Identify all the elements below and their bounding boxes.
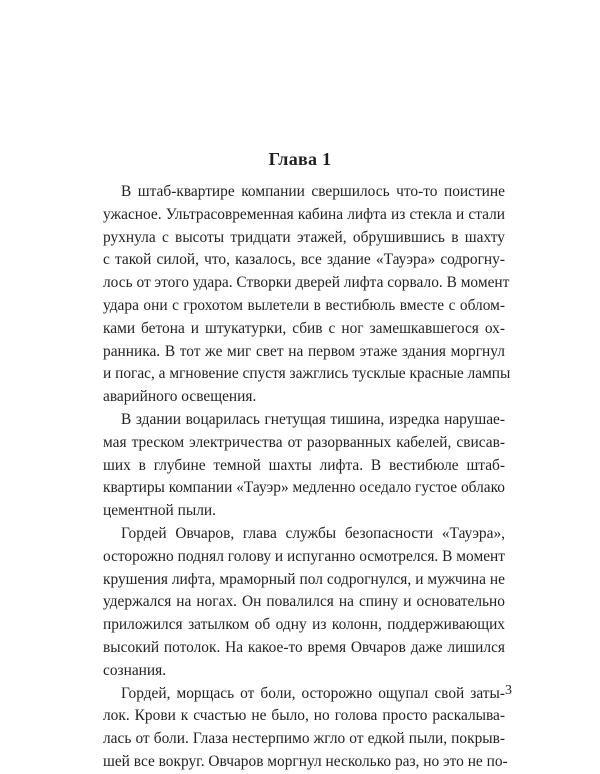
text-line: ших в глубине темной шахты лифта. В вестибюле штаб- [103,456,505,474]
text-line: сознания. [103,661,167,679]
text-line: лок. Крови к счастью не было, но голова просто раскалыва- [103,707,505,725]
text-line: Гордей, морщась от боли, осторожно ощупал свой заты- [121,684,505,702]
chapter-title: Глава 1 [268,149,332,169]
text-line: лось от этого удара. Створки дверей лифта сорвало. В момент [103,274,510,292]
text-line: ранника. В тот же миг свет на первом этаже здания моргнул [103,342,505,360]
text-line: осторожно поднял голову и испуганно осмотрелся. В момент [103,547,505,565]
page-number: 3 [505,683,512,698]
text-line: шей все вокруг. Овчаров моргнул несколько раз, но это не по- [103,752,508,770]
text-line: цементной пыли. [103,502,216,520]
text-line: и погас, а мгновение спустя зажглись тусклые красные лампы [103,365,511,383]
text-line: рухнула с высоты тридцати этажей, обрушившись в шахту [103,228,505,246]
text-line: В штаб-квартире компании свершилось что-то поистине [121,183,505,200]
text-line: мая треском электричества от разорванных кабелей, свисав- [103,433,505,451]
text-line: аварийного освещения. [103,388,257,406]
text-line: приложился затылком об одну из колонн, поддерживающих [103,616,505,634]
text-line: крушения лифта, мраморный пол содрогнулся, и мужчина не [103,570,505,588]
text-line: квартиры компании «Тауэр» медленно оседало густое облако [103,479,505,497]
text-line: удара они с грохотом вылетели в вестибюль вместе с облом- [103,296,505,314]
text-line: лась от боли. Глаза нестерпимо жгло от едкой пыли, покрыв- [103,730,505,748]
text-line: высокий потолок. На какое-то время Овчаров даже лишился [103,638,505,656]
text-line: В здании воцарилась гнетущая тишина, изредка нарушае- [121,410,505,428]
body-text [103,181,511,774]
text-line: ужасное. Ультрасовременная кабина лифта из стекла и стали [103,205,505,223]
text-line: удержался на ногах. Он повалился на спину и основательно [103,593,505,611]
text-line: с такой силой, что, казалось, все здание «Тауэра» содрогну- [103,251,505,269]
text-line: ками бетона и штукатурки, сбив с ног замешкавшегося ох- [103,319,505,337]
text-line: Гордей Овчаров, глава службы безопасности «Тауэра», [121,524,505,542]
